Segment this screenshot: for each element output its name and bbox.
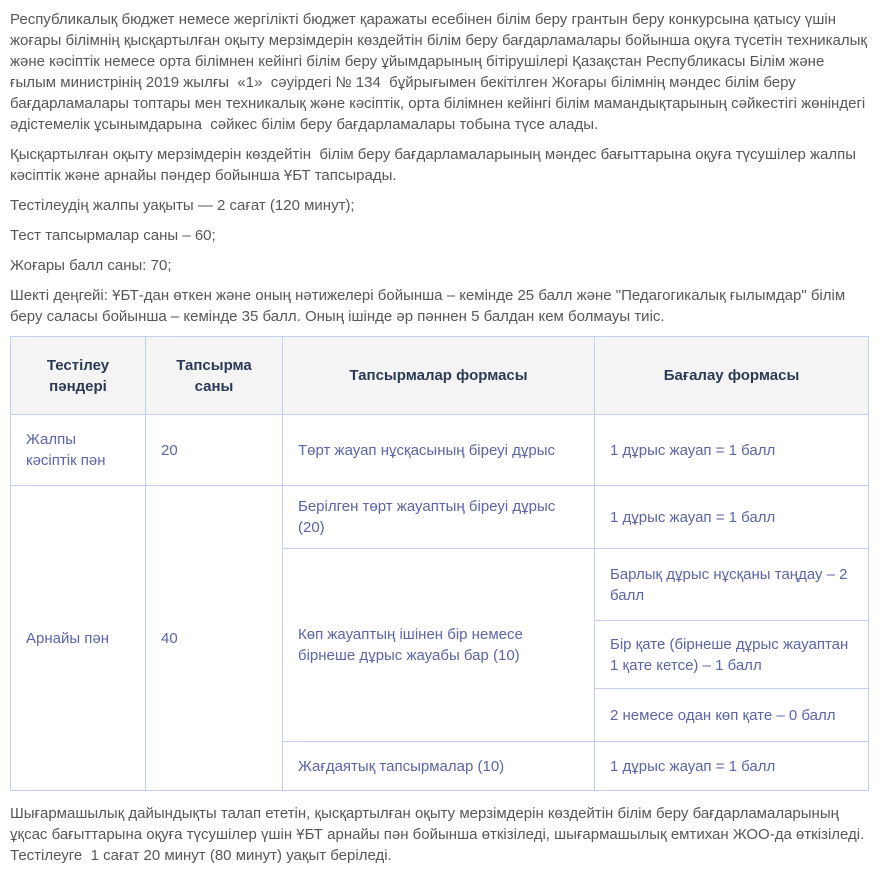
cell-score-multi-one-error: Бір қате (бірнеше дұрыс жауаптан 1 қате кетсе) – 1 балл	[595, 621, 869, 689]
cell-form-special-single: Берілген төрт жауаптың біреуі дұрыс (20)	[283, 486, 595, 549]
column-header-task-form: Тапсырмалар формасы	[283, 337, 595, 415]
table-row	[11, 415, 869, 486]
paragraph-creative: Шығармашылық дайындықты талап ететін, қысқартылған оқыту мерзімдерін көздейтін білім беру бағдарламаларының ұқсас бағыттарына оқуға түсушілер үшін ҰБТ арнайы пән бойынша өткізіледі, шығармашылық емтихан ЖОО-да өткізіледі. Тестілеуге 1 сағат 20 минут (80 минут) уақыт беріледі.	[10, 805, 869, 864]
paragraph-max-score: Жоғары балл саны: 70;	[10, 257, 172, 274]
column-header-subjects: Тестілеу пәндері	[11, 337, 146, 415]
cell-score-general: 1 дұрыс жауап = 1 балл	[595, 415, 869, 486]
cell-score-multi-two-errors: 2 немесе одан көп қате – 0 балл	[595, 689, 869, 742]
cell-form-situational: Жағдаятық тапсырмалар (10)	[283, 742, 595, 791]
paragraph-ubt-subjects: Қысқартылған оқыту мерзімдерін көздейтін білім беру бағдарламаларының мәндес бағыттарына оқуға түсушілер жалпы кәсіптік және арнайы пәндер бойынша ҰБТ тапсырады.	[10, 146, 861, 184]
cell-score-multi-all: Барлық дұрыс нұсқаны таңдау – 2 балл	[595, 549, 869, 621]
cell-form-special-multi: Көп жауаптың ішінен бір немесе бірнеше дұрыс жауабы бар (10)	[283, 549, 595, 742]
paragraph-intro: Республикалық бюджет немесе жергілікті бюджет қаражаты есебінен білім беру грантын беру конкурсына қатысу үшін жоғары білімнің қысқартылған оқыту мерзімдерін көздейтін білім беру бағдарламалары бойынша оқуға түсетін техникалық және кәсіптік немесе орта білімнен кейінгі білім беру ұйымдарының бітірушілері Қазақстан Республикасы Білім және ғылым министрінің 2019 жылғы «1» сәуірдегі № 134 бұйрығымен бекітілген Жоғары білімнің мәндес білім беру бағдарламалары топтары мен техникалық және кәсіптік, орта білімнен кейінгі білім мамандықтарының сәйкестігі жөніндегі әдістемелік ұсынымдарына сәйкес білім беру бағдарламалары тобына түсе алады.	[10, 11, 872, 133]
cell-score-special-single: 1 дұрыс жауап = 1 балл	[595, 486, 869, 549]
cell-count-special: 40	[146, 486, 283, 791]
cell-subject-special: Арнайы пән	[11, 486, 146, 791]
paragraph-threshold: Шекті деңгейі: ҰБТ-дан өткен және оның нәтижелері бойынша – кемінде 25 балл және "Педагогикалық ғылымдар" білім беру саласы бойынша – кемінде 35 балл. Оның ішінде әр пәннен 5 балдан кем болмауы тиіс.	[10, 287, 850, 325]
cell-subject-general: Жалпы кәсіптік пән	[11, 415, 146, 486]
cell-count-general: 20	[146, 415, 283, 486]
column-header-scoring-form: Бағалау формасы	[595, 337, 869, 415]
table-header-row	[11, 337, 869, 415]
testing-format-table	[10, 336, 869, 791]
paragraph-task-count: Тест тапсырмалар саны – 60;	[10, 227, 216, 244]
paragraph-total-time: Тестілеудің жалпы уақыты — 2 сағат (120 минут);	[10, 197, 355, 214]
table-body	[11, 415, 869, 791]
cell-form-general: Төрт жауап нұсқасының біреуі дұрыс	[283, 415, 595, 486]
cell-score-situational: 1 дұрыс жауап = 1 балл	[595, 742, 869, 791]
column-header-task-count: Тапсырма саны	[146, 337, 283, 415]
table-row	[11, 486, 869, 549]
